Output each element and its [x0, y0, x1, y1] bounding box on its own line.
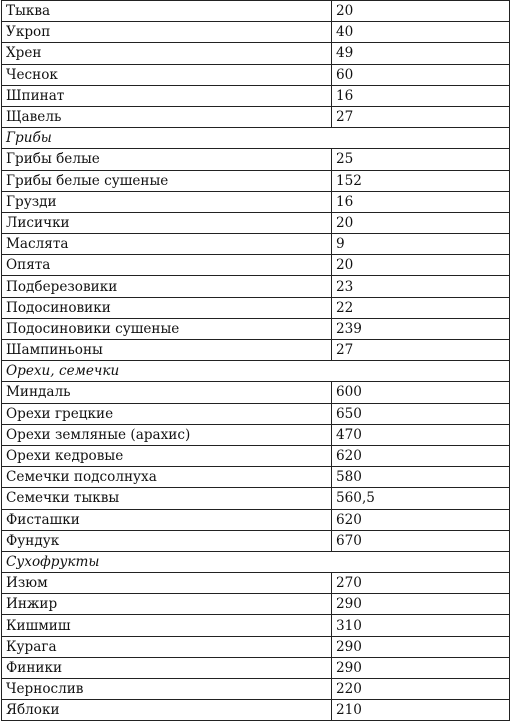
calorie-value-cell: 22	[332, 297, 510, 318]
product-name-cell: Изюм	[2, 573, 332, 594]
product-name-cell: Подосиновики сушеные	[2, 318, 332, 339]
table-row	[2, 594, 510, 615]
calorie-value-cell: 650	[332, 403, 510, 424]
calorie-value-cell: 239	[332, 318, 510, 339]
calorie-value-cell: 210	[332, 700, 510, 721]
table-row	[2, 255, 510, 276]
table-row	[2, 276, 510, 297]
table-row	[2, 509, 510, 530]
calorie-value-cell: 16	[332, 191, 510, 212]
calorie-value-cell: 600	[332, 382, 510, 403]
calorie-table	[1, 0, 510, 721]
calorie-value-cell: 60	[332, 64, 510, 85]
calorie-value-cell: 290	[332, 636, 510, 657]
section-title: Орехи, семечки	[2, 361, 510, 382]
calorie-value-cell: 560,5	[332, 488, 510, 509]
calorie-value-cell: 270	[332, 573, 510, 594]
product-name-cell: Маслята	[2, 234, 332, 255]
section-title: Грибы	[2, 128, 510, 149]
product-name-cell: Чернослив	[2, 679, 332, 700]
table-row	[2, 382, 510, 403]
table-row	[2, 64, 510, 85]
product-name-cell: Инжир	[2, 594, 332, 615]
calorie-value-cell: 16	[332, 85, 510, 106]
product-name-cell: Грузди	[2, 191, 332, 212]
section-title: Сухофрукты	[2, 551, 510, 572]
product-name-cell: Фундук	[2, 530, 332, 551]
calorie-value-cell: 580	[332, 467, 510, 488]
product-name-cell: Укроп	[2, 22, 332, 43]
table-row	[2, 1, 510, 22]
calorie-value-cell: 220	[332, 679, 510, 700]
product-name-cell: Орехи кедровые	[2, 445, 332, 466]
table-row	[2, 700, 510, 721]
calorie-value-cell: 290	[332, 657, 510, 678]
table-row	[2, 424, 510, 445]
product-name-cell: Миндаль	[2, 382, 332, 403]
product-name-cell: Шампиньоны	[2, 340, 332, 361]
table-row	[2, 212, 510, 233]
table-row	[2, 191, 510, 212]
product-name-cell: Семечки подсолнуха	[2, 467, 332, 488]
product-name-cell: Фисташки	[2, 509, 332, 530]
table-row	[2, 636, 510, 657]
product-name-cell: Яблоки	[2, 700, 332, 721]
product-name-cell: Щавель	[2, 106, 332, 127]
calorie-value-cell: 40	[332, 22, 510, 43]
table-row	[2, 615, 510, 636]
calorie-value-cell: 20	[332, 255, 510, 276]
table-row	[2, 573, 510, 594]
calorie-value-cell: 49	[332, 43, 510, 64]
calorie-value-cell: 310	[332, 615, 510, 636]
table-row	[2, 234, 510, 255]
product-name-cell: Финики	[2, 657, 332, 678]
product-name-cell: Курага	[2, 636, 332, 657]
table-body	[2, 1, 510, 721]
product-name-cell: Грибы белые	[2, 149, 332, 170]
product-name-cell: Лисички	[2, 212, 332, 233]
section-header-row	[2, 551, 510, 572]
calorie-value-cell: 470	[332, 424, 510, 445]
calorie-value-cell: 20	[332, 212, 510, 233]
table-row	[2, 679, 510, 700]
product-name-cell: Семечки тыквы	[2, 488, 332, 509]
product-name-cell: Подберезовики	[2, 276, 332, 297]
calorie-value-cell: 290	[332, 594, 510, 615]
product-name-cell: Тыква	[2, 1, 332, 22]
product-name-cell: Орехи земляные (арахис)	[2, 424, 332, 445]
table-row	[2, 85, 510, 106]
product-name-cell: Орехи грецкие	[2, 403, 332, 424]
product-name-cell: Грибы белые сушеные	[2, 170, 332, 191]
table-row	[2, 297, 510, 318]
table-row	[2, 149, 510, 170]
calorie-value-cell: 23	[332, 276, 510, 297]
calorie-value-cell: 25	[332, 149, 510, 170]
table-row	[2, 445, 510, 466]
calorie-value-cell: 20	[332, 1, 510, 22]
table-row	[2, 488, 510, 509]
product-name-cell: Хрен	[2, 43, 332, 64]
product-name-cell: Подосиновики	[2, 297, 332, 318]
calorie-value-cell: 152	[332, 170, 510, 191]
calorie-value-cell: 27	[332, 106, 510, 127]
calorie-value-cell: 620	[332, 509, 510, 530]
table-row	[2, 318, 510, 339]
table-row	[2, 403, 510, 424]
product-name-cell: Чеснок	[2, 64, 332, 85]
section-header-row	[2, 128, 510, 149]
table-row	[2, 467, 510, 488]
table-row	[2, 170, 510, 191]
section-header-row	[2, 361, 510, 382]
table-row	[2, 657, 510, 678]
table-row	[2, 22, 510, 43]
calorie-value-cell: 670	[332, 530, 510, 551]
calorie-value-cell: 9	[332, 234, 510, 255]
table-row	[2, 340, 510, 361]
product-name-cell: Шпинат	[2, 85, 332, 106]
table-row	[2, 106, 510, 127]
product-name-cell: Кишмиш	[2, 615, 332, 636]
table-row	[2, 530, 510, 551]
calorie-value-cell: 27	[332, 340, 510, 361]
product-name-cell: Опята	[2, 255, 332, 276]
calorie-value-cell: 620	[332, 445, 510, 466]
table-row	[2, 43, 510, 64]
